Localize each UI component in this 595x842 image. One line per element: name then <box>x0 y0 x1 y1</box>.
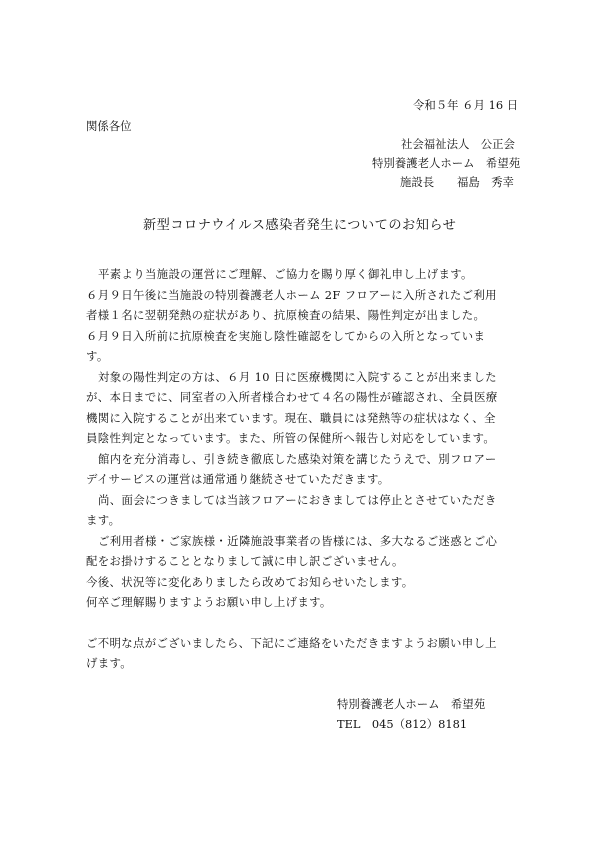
body-line: デイサービスの運営は通常通り継続させていただきます。 <box>86 472 390 486</box>
body-line: 員陰性判定となっています。また、所管の保健所へ報告し対応をしています。 <box>86 431 496 445</box>
sender-organization: 社会福祉法人 公正会 <box>401 137 515 151</box>
recipient-line: 関係各位 <box>86 119 132 133</box>
body-line: 平素より当施設の運営にご理解、ご協力を賜り厚く御礼申し上げます。 <box>98 267 473 281</box>
body-line: 今後、状況等に変化ありましたら改めてお知らせいたします。 <box>86 575 414 589</box>
body-line: ご不明な点がございましたら、下記にご連絡をいただきますようお願い申し上 <box>86 636 497 650</box>
contact-telephone: TEL 045（812）8181 <box>337 717 468 731</box>
body-line: 何卒ご理解賜りますようお願い申し上げます。 <box>86 595 332 609</box>
sender-director: 施設長 福島 秀幸 <box>400 175 514 189</box>
body-line: 館内を充分消毒し、引き続き徹底した感染対策を講じたうえで、別フロアー <box>98 452 497 466</box>
page-title: 新型コロナウイルス感染者発生についてのお知らせ <box>143 218 457 233</box>
document-date: 令和５年 ６月 16 日 <box>413 98 519 112</box>
body-line: 者様１名に翌朝発熱の症状があり、抗原検査の結果、陽性判定が出ました。 <box>86 308 486 322</box>
body-line: が、本日までに、同室者の入所者様合わせて４名の陽性が確認され、全員医療 <box>86 390 498 404</box>
body-line: 配をお掛けすることとなりまして誠に申し訳ございません。 <box>86 554 404 568</box>
body-line: す。 <box>86 349 109 363</box>
body-line: げます。 <box>86 656 133 670</box>
body-line: ます。 <box>86 513 121 527</box>
body-line: ６月９日入所前に抗原検査を実施し陰性確認をしてからの入所となっていま <box>86 329 486 343</box>
contact-facility: 特別養護老人ホーム 希望苑 <box>337 697 486 711</box>
body-line: 機関に入院することが出来ています。現在、職員には発熱等の症状はなく、全 <box>86 411 496 425</box>
body-line: 対象の陽性判定の方は、６月 10 日に医療機関に入院することが出来ました <box>98 370 497 384</box>
body-line: ６月９日午後に当施設の特別養護老人ホーム 2F フロアーに入所されたご利用 <box>86 288 497 302</box>
body-line: 尚、面会につきましては当該フロアーにおきましては停止とさせていただき <box>98 493 497 507</box>
sender-facility: 特別養護老人ホーム 希望苑 <box>372 156 521 170</box>
body-line: ご利用者様・ご家族様・近隣施設事業者の皆様には、多大なるご迷惑とご心 <box>98 534 498 548</box>
